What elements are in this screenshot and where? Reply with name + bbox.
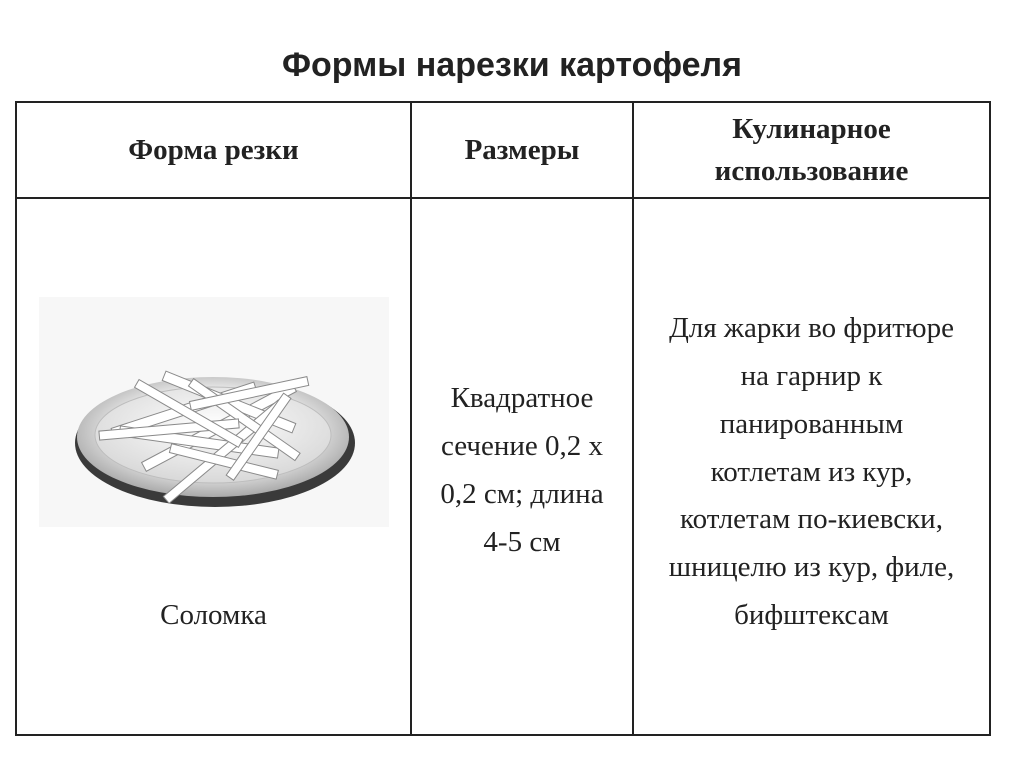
header-culinary-use-line2: использование bbox=[714, 155, 909, 187]
usage-line: Для жарки во фритюре bbox=[669, 312, 954, 344]
header-dimensions: Размеры bbox=[411, 102, 633, 198]
usage-line: котлетам из кур, bbox=[710, 455, 913, 488]
usage-line: бифштексам bbox=[734, 599, 889, 632]
plate-with-potato-straws-icon bbox=[39, 297, 389, 527]
header-cut-shape: Форма резки bbox=[16, 102, 411, 198]
table-row bbox=[16, 198, 990, 735]
cut-image-cell bbox=[16, 198, 411, 735]
dimensions-line: Квадратное bbox=[450, 382, 594, 414]
culinary-use-text bbox=[634, 199, 989, 640]
usage-line: котлетам по-киевски, bbox=[680, 503, 943, 536]
header-culinary-use bbox=[633, 102, 990, 198]
page-title: Формы нарезки картофеля bbox=[282, 46, 742, 84]
usage-line: шницелю из кур, филе, bbox=[668, 551, 955, 584]
table-header-row bbox=[16, 102, 990, 198]
header-culinary-use-line1: Кулинарное bbox=[732, 112, 891, 145]
usage-line: на гарнир к bbox=[740, 359, 883, 392]
dimensions-line: 4-5 см bbox=[483, 525, 561, 558]
usage-line: панированным bbox=[719, 407, 904, 440]
dimensions-line: 0,2 см; длина bbox=[440, 477, 604, 510]
dimensions-text bbox=[412, 199, 632, 566]
culinary-use-cell bbox=[633, 198, 990, 735]
dimensions-line: сечение 0,2 х bbox=[441, 429, 603, 462]
cut-name: Соломка bbox=[160, 599, 267, 631]
dimensions-cell bbox=[411, 198, 633, 735]
potato-cuts-table bbox=[15, 101, 991, 736]
